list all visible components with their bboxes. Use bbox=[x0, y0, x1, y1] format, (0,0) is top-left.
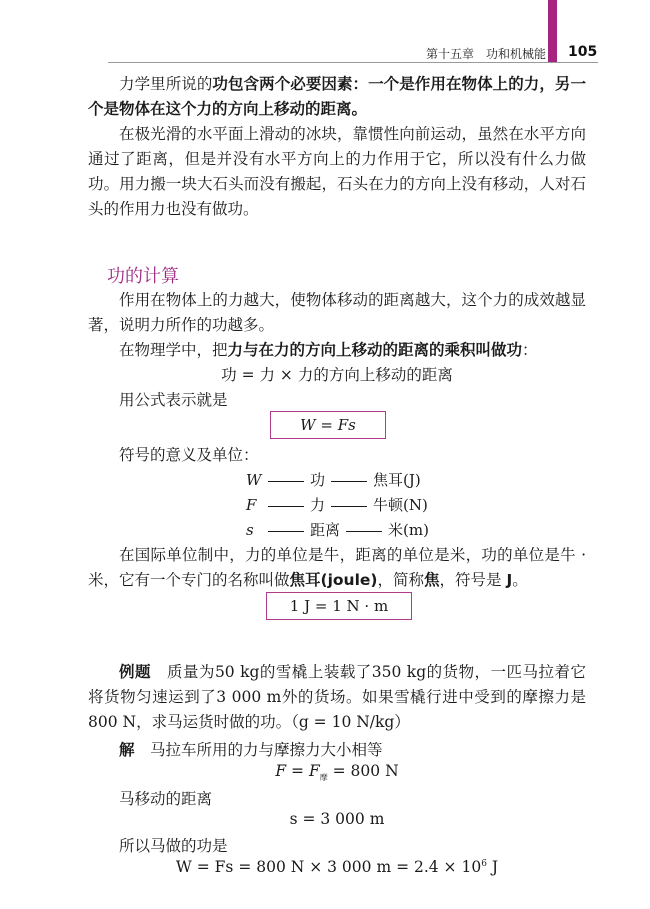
equation-work bbox=[88, 858, 586, 876]
joule-term: 焦耳(joule) bbox=[289, 571, 378, 589]
example-paragraph bbox=[88, 660, 586, 735]
section-title: 功的计算 bbox=[107, 266, 179, 287]
unit-box: 1 J = 1 N · m bbox=[266, 592, 412, 620]
page-number: 105 bbox=[568, 44, 598, 60]
definition-bold: 力与在力的方向上移动的距离的乘积叫做功 bbox=[227, 341, 523, 359]
symbol-row-force bbox=[246, 494, 446, 515]
intro-paragraph-2: 在极光滑的水平面上滑动的冰块，靠惯性向前运动，虽然在水平方向通过了距离，但是并没有水平方向上的力作用于它，所以没有什么力做功。用力搬一块大石头而没有搬起，石头在力的方向上没有移动，人对石头的作用力也没有做功。 bbox=[88, 125, 586, 218]
eq1-subscript: 摩 bbox=[319, 773, 328, 782]
symbol-meaning: 距离 bbox=[310, 521, 341, 539]
joule-short-term: 焦 bbox=[424, 571, 440, 589]
units-paragraph bbox=[88, 543, 586, 593]
dash bbox=[268, 506, 304, 507]
symbol-row-distance bbox=[246, 519, 446, 540]
equation-force bbox=[88, 762, 586, 783]
eq3-unit: J bbox=[486, 858, 499, 876]
symbol-letter: s bbox=[246, 521, 254, 539]
eq3-exponent: 6 bbox=[481, 859, 487, 869]
dash bbox=[268, 531, 304, 532]
example-label: 例题 bbox=[119, 663, 151, 681]
units-text-3: ，符号是 bbox=[439, 571, 507, 589]
units-text-2: ，简称 bbox=[377, 571, 425, 589]
intro-text: 力学里所说的 bbox=[119, 75, 213, 93]
intro-definition: 功包含两个必要因素：一个是作用在物体上的力，另一个是物体在这个力的方向上移动的距离。 bbox=[88, 75, 586, 118]
header-rule bbox=[108, 62, 598, 63]
symbol-meaning: 力 bbox=[310, 496, 326, 514]
solution-label: 解 bbox=[119, 741, 135, 759]
solution-line-2: 马移动的距离 bbox=[119, 790, 213, 808]
units-text-1: 在国际单位制中，力的单位是牛，距离的单位是米，功的单位是牛 · 米，它有一个专门的名称叫做 bbox=[88, 546, 586, 589]
definition-end: ： bbox=[522, 341, 538, 359]
definition-prefix: 在物理学中，把 bbox=[119, 341, 228, 359]
eq1-left: F = F bbox=[275, 762, 320, 780]
eq3-main: W = Fs = 800 N × 3 000 m = 2.4 × 10 bbox=[175, 858, 482, 876]
equation-distance bbox=[88, 810, 586, 828]
chapter-marker-bar bbox=[548, 0, 557, 63]
word-formula: 功 = 力 × 力的方向上移动的距离 bbox=[221, 366, 453, 384]
solution-line-3: 所以马做的功是 bbox=[119, 837, 228, 855]
example-text: 质量为50 kg的雪橇上装载了350 kg的货物，一匹马拉着它将货物匀速运到了3 000 m外的货场。如果雪橇行进中受到的摩擦力是800 N，求马运货时做的功。（g = 10 N/kg） bbox=[88, 663, 586, 731]
dash bbox=[331, 481, 367, 482]
symbol-row-work bbox=[246, 469, 446, 490]
work-definition-paragraph bbox=[88, 338, 586, 363]
formula-box: W = Fs bbox=[270, 411, 386, 439]
solution-text: 马拉车所用的力与摩擦力大小相等 bbox=[150, 741, 383, 759]
symbol-unit: 米(m) bbox=[388, 521, 429, 539]
symbol-unit: 牛顿(N) bbox=[373, 496, 428, 514]
joule-symbol: J bbox=[506, 571, 513, 589]
chapter-title: 第十五章 功和机械能 bbox=[426, 47, 547, 61]
solution-line-1 bbox=[88, 738, 586, 763]
dash bbox=[331, 506, 367, 507]
symbol-meaning: 功 bbox=[310, 471, 326, 489]
symbol-unit: 焦耳(J) bbox=[373, 471, 421, 489]
eq1-right: = 800 N bbox=[332, 762, 399, 780]
intro-paragraph-1 bbox=[88, 72, 586, 122]
symbol-letter: W bbox=[246, 471, 262, 489]
units-text-4: 。 bbox=[512, 571, 528, 589]
section-paragraph-1: 作用在物体上的力越大，使物体移动的距离越大，这个力的成效越显著，说明力所作的功越多。 bbox=[88, 291, 586, 334]
formula-intro: 用公式表示就是 bbox=[119, 391, 228, 409]
symbol-letter: F bbox=[246, 496, 257, 514]
eq2: s = 3 000 m bbox=[289, 810, 385, 828]
dash bbox=[346, 531, 382, 532]
symbols-intro: 符号的意义及单位： bbox=[119, 446, 259, 464]
dash bbox=[268, 481, 304, 482]
